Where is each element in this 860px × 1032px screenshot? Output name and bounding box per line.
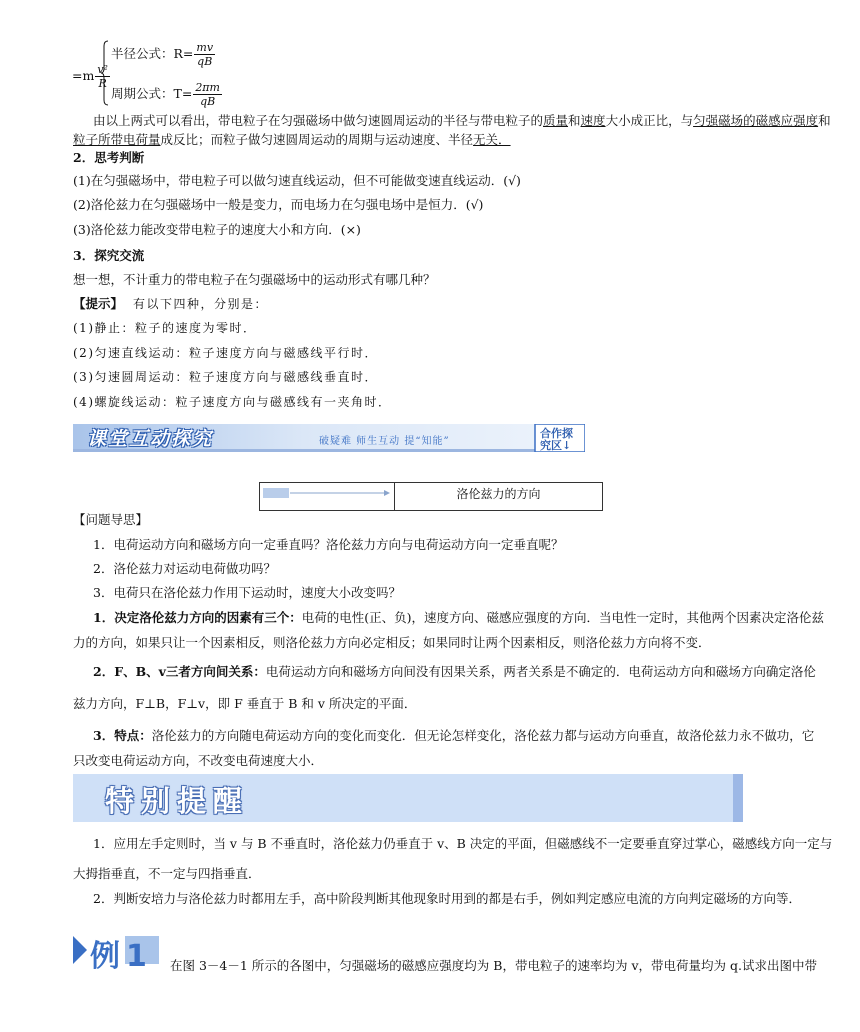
point-1-line1 [93, 608, 824, 626]
conclusion-and-1: 和 [568, 113, 581, 128]
period-denominator: qB [200, 95, 216, 108]
banner-badge-line2: 究区↓ [540, 439, 572, 452]
lhs-numerator: v² [97, 63, 108, 76]
lhs-denominator: R [98, 77, 107, 90]
section-banner [73, 424, 585, 452]
reminder-bar-edge [733, 774, 743, 822]
topic-marker-cell [260, 483, 395, 510]
hint-item-4: (4)螺旋线运动：粒子速度方向与磁感线有一夹角时． [73, 395, 392, 409]
guide-heading: 【问题导思】 [73, 512, 149, 527]
hint-line [73, 294, 268, 312]
underline-none: 无关． [473, 132, 511, 147]
point-2-line2: 兹力方向，F⊥B，F⊥v，即 F 垂直于 B 和 v 所决定的平面． [73, 696, 417, 711]
point-2-heading: 2．F、B、v三者方向间关系： [93, 664, 266, 679]
banner-slogan: 破疑难 师生互动 提“知能” [319, 436, 450, 447]
point-1-heading: 1．决定洛伦兹力方向的因素有三个： [93, 610, 302, 625]
banner-title: 课堂互动探究 [87, 428, 214, 450]
guide-item-3: 3．电荷只在洛伦兹力作用下运动时，速度大小改变吗？ [93, 585, 401, 600]
judge-heading: 2．思考判断 [73, 150, 145, 165]
point-3-text: 洛伦兹力的方向随电荷运动方向的变化而变化．但无论怎样变化，洛伦兹力都与运动方向垂直，故洛伦兹力永不做功，它 [151, 728, 815, 743]
conclusion-and-2: 和 [818, 113, 831, 128]
underline-field: 匀强磁场的磁感应强度 [693, 113, 819, 128]
topic-arrow-icon [260, 483, 394, 510]
topic-box [259, 482, 603, 511]
formula-brace [101, 40, 109, 106]
point-1-text: 电荷的电性(正、负)，速度方向、磁感应强度的方向．当电性一定时，其他两个因素决定洛伦兹 [301, 610, 824, 625]
underline-mass: 质量 [543, 113, 569, 128]
judge-item-3: (3)洛伦兹力能改变带电粒子的速度大小和方向．(×) [73, 222, 361, 237]
explore-heading: 3．探究交流 [73, 248, 145, 263]
guide-item-1: 1．电荷运动方向和磁场方向一定垂直吗？洛伦兹力方向与电荷运动方向一定垂直呢？ [93, 537, 564, 552]
point-2-text: 电荷运动方向和磁场方向间没有因果关系，两者关系是不确定的．电荷运动方向和磁场方向确定洛伦 [265, 664, 816, 679]
judge-item-1: (1)在匀强磁场中，带电粒子可以做匀速直线运动，但不可能做变速直线运动．(√) [73, 173, 521, 188]
point-3-line1 [93, 726, 814, 744]
formula-lhs-eq: =m [72, 68, 95, 83]
period-label: 周期公式：T= [111, 86, 193, 101]
hint-text: 有以下四种，分别是： [133, 297, 269, 311]
example-mark [73, 933, 159, 974]
radius-numerator: mv [196, 41, 214, 54]
reminder-title: 特别提醒 [105, 784, 250, 818]
reminder-item-2: 2．判断安培力与洛伦兹力时都用左手，高中阶段判断其他现象时用到的都是右手，例如判定感应电流的方向判定磁场的方向等． [93, 891, 801, 906]
topic-title: 洛伦兹力的方向 [456, 487, 541, 501]
conclusion-line1 [93, 111, 831, 129]
period-numerator: 2πm [195, 81, 220, 94]
underline-speed: 速度 [580, 113, 606, 128]
point-1-line2: 力的方向，如果只让一个因素相反，则洛伦兹力方向必定相反；如果同时让两个因素相反，则洛伦兹力方向将不变． [73, 635, 711, 650]
reminder-item-1-line1: 1．应用左手定则时，当 v 与 B 不垂直时，洛伦兹力仍垂直于 v、B 决定的平面，但磁感线不一定要垂直穿过掌心，磁感线方向一定与 [93, 836, 833, 851]
banner-badge-line1: 合作探 [540, 427, 573, 440]
hint-item-1: (1)静止：粒子的速度为零时． [73, 321, 257, 335]
guide-item-2: 2．洛伦兹力对运动电荷做功吗？ [93, 561, 276, 576]
radius-label: 半径公式：R= [111, 46, 194, 61]
point-2-line1 [93, 662, 816, 680]
hint-item-3: (3)匀速圆周运动：粒子速度方向与磁感线垂直时． [73, 370, 378, 384]
radius-denominator: qB [197, 55, 213, 68]
underline-charge: 粒子所带电荷量 [73, 132, 161, 147]
conclusion-line2 [73, 130, 511, 148]
formula-radius [111, 41, 216, 68]
conclusion-text-3: 成反比；而粒子做匀速圆周运动的周期与运动速度、半径 [160, 132, 474, 147]
explore-question: 想一想，不计重力的带电粒子在匀强磁场中的运动形式有哪几种？ [73, 272, 436, 287]
hint-label: 【提示】 [73, 296, 124, 311]
example-label: 例1 [90, 939, 153, 974]
conclusion-text-2: 大小成正比，与 [605, 113, 694, 128]
formula-period [111, 81, 223, 108]
hint-item-2: (2)匀速直线运动：粒子速度方向与磁感线平行时． [73, 346, 378, 360]
point-3-heading: 3．特点： [93, 728, 152, 743]
reminder-item-1-line2: 大拇指垂直，不一定与四指垂直． [73, 866, 261, 881]
judge-item-2: (2)洛伦兹力在匀强磁场中一般是变力，而电场力在匀强电场中是恒力．(√) [73, 197, 484, 212]
conclusion-text-1: 由以上两式可以看出，带电粒子在匀强磁场中做匀速圆周运动的半径与带电粒子的 [93, 113, 544, 128]
example-text: 在图 3－4－1 所示的各图中，匀强磁场的磁感应强度均为 B，带电粒子的速率均为 v，带电荷量均为 q.试求出图中带 [170, 958, 817, 973]
point-3-line2: 只改变电荷运动方向，不改变电荷速度大小． [73, 753, 324, 768]
